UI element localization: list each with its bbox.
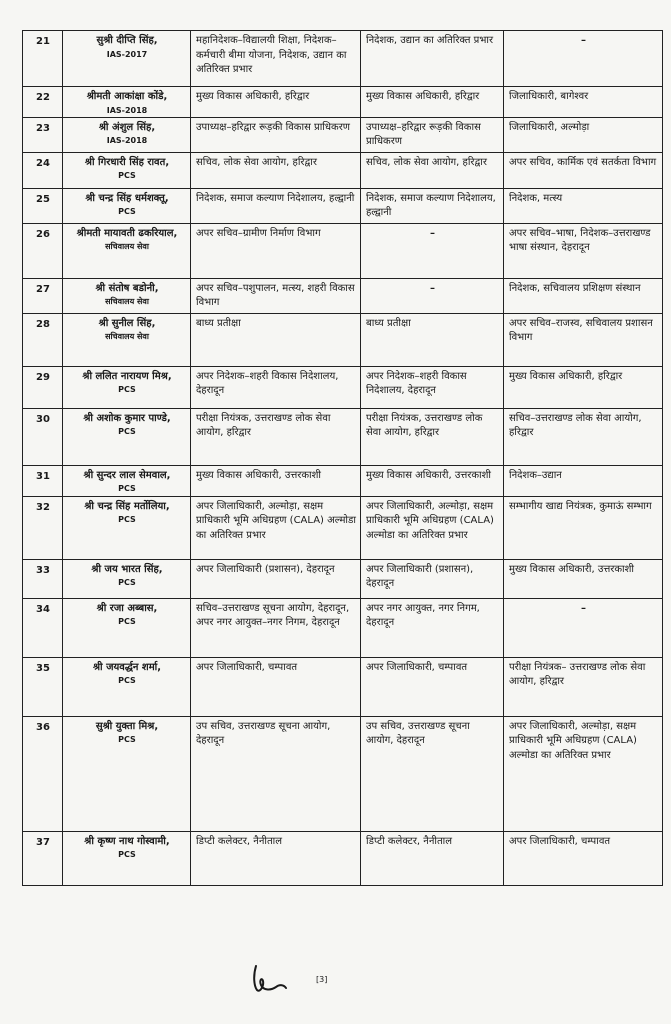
officer-name: श्रीमती आकांक्षा कोंडे, — [86, 91, 168, 102]
serial-number-cell: 22 — [23, 87, 63, 118]
officer-service: सचिवालय सेवा — [105, 332, 149, 341]
officer-service: IAS-2017 — [106, 49, 148, 59]
page-number: [3] — [316, 975, 328, 984]
proposed-posting-cell — [361, 598, 504, 657]
new-posting: अपर सचिव–भाषा, निदेशक–उत्तराखण्ड भाषा संस्थान, देहरादून — [509, 227, 651, 253]
officer-service: PCS — [118, 207, 136, 216]
proposed-posting: अपर जिलाधिकारी (प्रशासन), देहरादून — [366, 563, 474, 589]
proposed-posting: – — [430, 227, 435, 239]
new-posting-cell — [504, 657, 663, 716]
officer-name: श्री सुनील सिंह, — [98, 317, 156, 329]
officer-name-cell — [63, 188, 191, 223]
proposed-posting-cell — [361, 465, 504, 496]
table-row — [23, 559, 663, 598]
officer-service: PCS — [118, 385, 136, 394]
serial-number-cell: 29 — [23, 366, 63, 408]
table-row — [23, 465, 663, 496]
current-posting-cell — [191, 278, 361, 313]
officer-name-cell — [63, 31, 191, 87]
officer-name-cell — [63, 313, 191, 366]
proposed-posting-cell — [361, 559, 504, 598]
table-row — [23, 188, 663, 223]
proposed-posting: उप सचिव, उत्तराखण्ड सूचना आयोग, देहरादून — [366, 720, 470, 746]
serial-number-cell: 23 — [23, 117, 63, 152]
current-posting: अपर जिलाधिकारी, अल्मोड़ा, सक्षम प्राधिकारी भूमि अधिग्रहण (CALA) अल्मोडा का अतिरिक्त प्रभार — [196, 500, 356, 541]
current-posting: अपर सचिव–ग्रामीण निर्माण विभाग — [196, 227, 321, 239]
officer-name-cell — [63, 366, 191, 408]
current-posting-cell — [191, 117, 361, 152]
officer-name: सुश्री दीप्ति सिंह, — [96, 35, 158, 46]
table-row — [23, 278, 663, 313]
current-posting-cell — [191, 657, 361, 716]
officer-name: श्री अंशुल सिंह, — [98, 121, 156, 133]
proposed-posting-cell — [361, 31, 504, 87]
officer-name: श्री संतोष बडोनी, — [95, 282, 159, 294]
current-posting: निदेशक, समाज कल्याण निदेशालय, हल्द्वानी — [196, 192, 355, 204]
proposed-posting: अपर नगर आयुक्त, नगर निगम, देहरादून — [366, 602, 480, 628]
proposed-posting-cell — [361, 87, 504, 118]
officer-name: श्री कृष्ण नाथ गोस्वामी, — [84, 835, 170, 847]
officer-name-cell — [63, 831, 191, 885]
table-row — [23, 223, 663, 278]
serial-number-cell: 25 — [23, 188, 63, 223]
officer-service: IAS-2018 — [106, 136, 148, 145]
new-posting-cell — [504, 223, 663, 278]
current-posting: सचिव–उत्तराखण्ड सूचना आयोग, देहरादून, अपर नगर आयुक्त–नगर निगम, देहरादून — [196, 602, 350, 628]
current-posting-cell — [191, 598, 361, 657]
current-posting: अपर जिलाधिकारी (प्रशासन), देहरादून — [196, 563, 335, 575]
proposed-posting: बाध्य प्रतीक्षा — [366, 317, 411, 329]
proposed-posting: मुख्य विकास अधिकारी, हरिद्वार — [366, 91, 480, 102]
new-posting-cell — [504, 559, 663, 598]
new-posting-cell — [504, 313, 663, 366]
new-posting-cell — [504, 408, 663, 465]
current-posting: सचिव, लोक सेवा आयोग, हरिद्वार — [196, 156, 317, 168]
officer-name: श्री ललित नारायण मिश्र, — [82, 370, 172, 382]
new-posting: निदेशक, मत्स्य — [509, 192, 563, 204]
officer-name: श्री चन्द्र सिंह मर्तोलिया, — [84, 500, 170, 512]
new-posting: अपर जिलाधिकारी, चम्पावत — [509, 835, 611, 847]
new-posting-cell — [504, 188, 663, 223]
proposed-posting-cell — [361, 152, 504, 188]
new-posting-cell — [504, 117, 663, 152]
serial-number-cell: 37 — [23, 831, 63, 885]
new-posting-cell — [504, 465, 663, 496]
proposed-posting-cell — [361, 117, 504, 152]
officer-service: सचिवालय सेवा — [105, 242, 149, 251]
officer-service: PCS — [118, 676, 136, 685]
proposed-posting: निदेशक, उद्यान का अतिरिक्त प्रभार — [366, 35, 494, 46]
proposed-posting: उपाध्यक्ष–हरिद्वार रूड़की विकास प्राधिकरण — [366, 121, 481, 147]
current-posting: अपर निदेशक–शहरी विकास निदेशालय, देहरादून — [196, 370, 339, 396]
officer-name: श्री जयवर्द्धन शर्मा, — [92, 661, 162, 673]
current-posting: अपर जिलाधिकारी, चम्पावत — [196, 661, 298, 673]
proposed-posting-cell — [361, 657, 504, 716]
current-posting: डिप्टी कलेक्टर, नैनीताल — [196, 835, 283, 847]
officer-service: IAS-2018 — [106, 105, 148, 115]
officer-service: PCS — [118, 850, 136, 859]
proposed-posting-cell — [361, 831, 504, 885]
officer-name: श्रीमती मायावती ढकरियाल, — [76, 227, 178, 239]
proposed-posting-cell — [361, 408, 504, 465]
officer-name: श्री रजा अब्बास, — [96, 602, 158, 614]
new-posting-cell — [504, 598, 663, 657]
proposed-posting: निदेशक, समाज कल्याण निदेशालय, हल्द्वानी — [366, 192, 496, 218]
new-posting-cell — [504, 831, 663, 885]
table-row — [23, 87, 663, 118]
table-row — [23, 598, 663, 657]
officer-name-cell — [63, 87, 191, 118]
new-posting: परीक्षा नियंत्रक– उत्तराखण्ड लोक सेवा आयोग, हरिद्वार — [509, 661, 646, 687]
proposed-posting-cell — [361, 278, 504, 313]
officer-name: श्री चन्द्र सिंह धर्मशक्तू, — [85, 192, 169, 204]
serial-number-cell: 36 — [23, 716, 63, 831]
proposed-posting-cell — [361, 313, 504, 366]
officer-service: PCS — [118, 171, 136, 180]
proposed-posting-cell — [361, 716, 504, 831]
officer-name-cell — [63, 559, 191, 598]
serial-number-cell: 31 — [23, 465, 63, 496]
officer-name-cell — [63, 657, 191, 716]
new-posting-cell — [504, 152, 663, 188]
officer-service: PCS — [118, 578, 136, 587]
signature-mark — [250, 962, 290, 996]
new-posting: सम्भागीय खाद्य नियंत्रक, कुमाऊं सम्भाग — [509, 500, 652, 512]
new-posting: सचिव–उत्तराखण्ड लोक सेवा आयोग, हरिद्वार — [509, 412, 642, 438]
proposed-posting: अपर जिलाधिकारी, चम्पावत — [366, 661, 468, 673]
serial-number-cell: 26 — [23, 223, 63, 278]
officer-name-cell — [63, 465, 191, 496]
new-posting: अपर जिलाधिकारी, अल्मोड़ा, सक्षम प्राधिकारी भूमि अधिग्रहण (CALA) अल्मोडा का अतिरिक्त प्रभार — [509, 720, 637, 761]
current-posting-cell — [191, 465, 361, 496]
table-row — [23, 831, 663, 885]
officer-name: श्री गिरधारी सिंह रावत, — [84, 156, 170, 168]
current-posting-cell — [191, 188, 361, 223]
current-posting: उप सचिव, उत्तराखण्ड सूचना आयोग, देहरादून — [196, 720, 331, 746]
officer-service: PCS — [118, 735, 136, 744]
proposed-posting-cell — [361, 366, 504, 408]
current-posting-cell — [191, 831, 361, 885]
new-posting-cell — [504, 716, 663, 831]
current-posting: उपाध्यक्ष–हरिद्वार रूड़की विकास प्राधिकरण — [196, 121, 351, 133]
officer-name-cell — [63, 223, 191, 278]
officer-service: PCS — [118, 617, 136, 626]
officer-name-cell — [63, 716, 191, 831]
transfer-table — [22, 30, 663, 886]
current-posting-cell — [191, 87, 361, 118]
serial-number-cell: 21 — [23, 31, 63, 87]
proposed-posting-cell — [361, 223, 504, 278]
proposed-posting: अपर जिलाधिकारी, अल्मोड़ा, सक्षम प्राधिकारी भूमि अधिग्रहण (CALA) अल्मोडा का अतिरिक्त प्रभार — [366, 500, 494, 541]
officer-name: सुश्री युक्ता मिश्र, — [95, 720, 159, 732]
officer-name-cell — [63, 598, 191, 657]
new-posting: निदेशक–उद्यान — [509, 469, 562, 481]
proposed-posting: परीक्षा नियंत्रक, उत्तराखण्ड लोक सेवा आयोग, हरिद्वार — [366, 412, 483, 438]
new-posting: जिलाधिकारी, बागेश्वर — [509, 91, 589, 102]
current-posting-cell — [191, 152, 361, 188]
serial-number-cell: 33 — [23, 559, 63, 598]
new-posting: मुख्य विकास अधिकारी, उत्तरकाशी — [509, 563, 634, 575]
current-posting-cell — [191, 496, 361, 559]
officer-service: PCS — [118, 484, 136, 493]
officer-name-cell — [63, 152, 191, 188]
proposed-posting-cell — [361, 496, 504, 559]
serial-number-cell: 30 — [23, 408, 63, 465]
current-posting-cell — [191, 559, 361, 598]
current-posting: मुख्य विकास अधिकारी, हरिद्वार — [196, 91, 310, 102]
proposed-posting: – — [430, 282, 435, 294]
new-posting-cell — [504, 496, 663, 559]
proposed-posting: मुख्य विकास अधिकारी, उत्तरकाशी — [366, 469, 491, 481]
serial-number-cell: 24 — [23, 152, 63, 188]
new-posting-cell — [504, 87, 663, 118]
new-posting-cell — [504, 366, 663, 408]
officer-name-cell — [63, 117, 191, 152]
officer-name: श्री अशोक कुमार पाण्डे, — [83, 412, 171, 424]
officer-name: श्री सुन्दर लाल सेमवाल, — [83, 469, 171, 481]
officer-name-cell — [63, 408, 191, 465]
table-row — [23, 117, 663, 152]
table-row — [23, 31, 663, 87]
new-posting: अपर सचिव, कार्मिक एवं सतर्कता विभाग — [509, 156, 657, 168]
current-posting-cell — [191, 366, 361, 408]
table-row — [23, 408, 663, 465]
new-posting: अपर सचिव–राजस्व, सचिवालय प्रशासन विभाग — [509, 317, 653, 343]
officer-name-cell — [63, 496, 191, 559]
table-row — [23, 313, 663, 366]
new-posting-cell — [504, 278, 663, 313]
new-posting: – — [581, 602, 586, 614]
current-posting: अपर सचिव–पशुपालन, मत्स्य, शहरी विकास विभाग — [196, 282, 355, 308]
table-row — [23, 657, 663, 716]
officer-name-cell — [63, 278, 191, 313]
serial-number-cell: 28 — [23, 313, 63, 366]
new-posting: जिलाधिकारी, अल्मोड़ा — [509, 121, 590, 133]
serial-number-cell: 27 — [23, 278, 63, 313]
new-posting-cell — [504, 31, 663, 87]
current-posting-cell — [191, 31, 361, 87]
current-posting: बाध्य प्रतीक्षा — [196, 317, 241, 329]
current-posting: महानिदेशक–विद्यालयी शिक्षा, निदेशक–कर्मचारी बीमा योजना, निदेशक, उद्यान का अतिरिक्त प्रभार — [196, 35, 347, 75]
current-posting: मुख्य विकास अधिकारी, उत्तरकाशी — [196, 469, 321, 481]
current-posting-cell — [191, 223, 361, 278]
new-posting: – — [581, 35, 586, 46]
table-row — [23, 152, 663, 188]
officer-service: PCS — [118, 427, 136, 436]
current-posting-cell — [191, 313, 361, 366]
current-posting: परीक्षा नियंत्रक, उत्तराखण्ड लोक सेवा आयोग, हरिद्वार — [196, 412, 331, 438]
current-posting-cell — [191, 716, 361, 831]
table-row — [23, 716, 663, 831]
table-row — [23, 366, 663, 408]
table-row — [23, 496, 663, 559]
proposed-posting: अपर निदेशक–शहरी विकास निदेशालय, देहरादून — [366, 370, 467, 396]
officer-name: श्री जय भारत सिंह, — [91, 563, 163, 575]
officer-service: सचिवालय सेवा — [105, 297, 149, 306]
proposed-posting: सचिव, लोक सेवा आयोग, हरिद्वार — [366, 156, 487, 168]
current-posting-cell — [191, 408, 361, 465]
proposed-posting: डिप्टी कलेक्टर, नैनीताल — [366, 835, 453, 847]
serial-number-cell: 34 — [23, 598, 63, 657]
serial-number-cell: 32 — [23, 496, 63, 559]
new-posting: निदेशक, सचिवालय प्रशिक्षण संस्थान — [509, 282, 641, 294]
new-posting: मुख्य विकास अधिकारी, हरिद्वार — [509, 370, 623, 382]
proposed-posting-cell — [361, 188, 504, 223]
officer-service: PCS — [118, 515, 136, 524]
serial-number-cell: 35 — [23, 657, 63, 716]
